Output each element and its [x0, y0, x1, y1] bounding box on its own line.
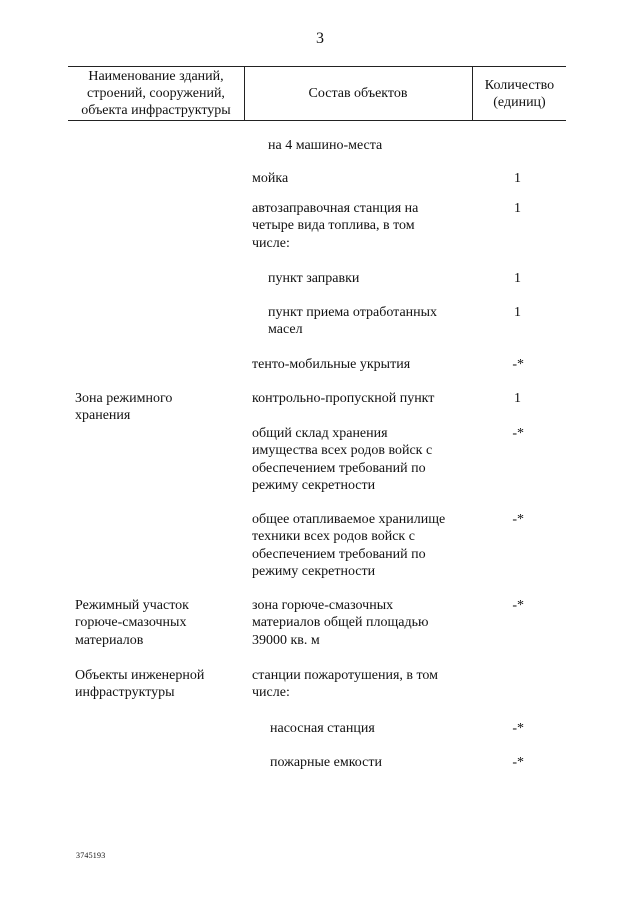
quantity-cell: 1	[514, 391, 521, 406]
object-cell: пункт заправки	[268, 271, 360, 286]
zone-cell: Режимный участок горюче-смазочных материалов	[75, 598, 189, 648]
quantity-cell: -*	[512, 512, 524, 527]
zone-cell: Объекты инженерной инфраструктуры	[75, 668, 205, 701]
object-cell: тенто-мобильные укрытия	[252, 357, 411, 372]
object-cell: насосная станция	[270, 721, 375, 736]
header-object-composition: Состав объектов	[308, 86, 408, 101]
quantity-cell: -*	[512, 598, 524, 613]
document-code: 3745193	[76, 851, 106, 860]
quantity-cell: 1	[514, 305, 521, 320]
quantity-cell: 1	[514, 271, 521, 286]
object-cell: контрольно-пропускной пункт	[252, 391, 435, 406]
object-cell: станции пожаротушения, в том числе:	[252, 668, 439, 701]
page-number: 3	[316, 30, 324, 47]
header-building-name: Наименование зданий, строений, сооружений, объекта инфраструктуры	[81, 69, 231, 118]
quantity-cell: 1	[514, 201, 521, 216]
zone-cell: Зона режимного хранения	[75, 391, 173, 424]
object-cell: пожарные емкости	[270, 755, 382, 770]
object-cell: автозаправочная станция на четыре вида топлива, в том числе:	[252, 201, 419, 251]
quantity-cell: -*	[512, 755, 524, 770]
object-cell: зона горюче-смазочных материалов общей площадью 39000 кв. м	[252, 598, 429, 648]
quantity-cell: -*	[512, 357, 524, 372]
header-quantity: Количество (единиц)	[484, 77, 555, 110]
quantity-cell: 1	[514, 171, 521, 186]
object-cell: на 4 машино-места	[268, 138, 383, 153]
quantity-cell: -*	[512, 426, 524, 441]
object-cell: общее отапливаемое хранилище техники всех родов войск с обеспечением требований по режиму секретности	[252, 512, 446, 580]
object-cell: мойка	[252, 171, 289, 186]
object-cell: общий склад хранения имущества всех родов войск с обеспечением требований по режиму секретности	[252, 426, 433, 494]
quantity-cell: -*	[512, 721, 524, 736]
object-cell: пункт приема отработанных масел	[268, 305, 438, 338]
table-header	[68, 66, 566, 121]
